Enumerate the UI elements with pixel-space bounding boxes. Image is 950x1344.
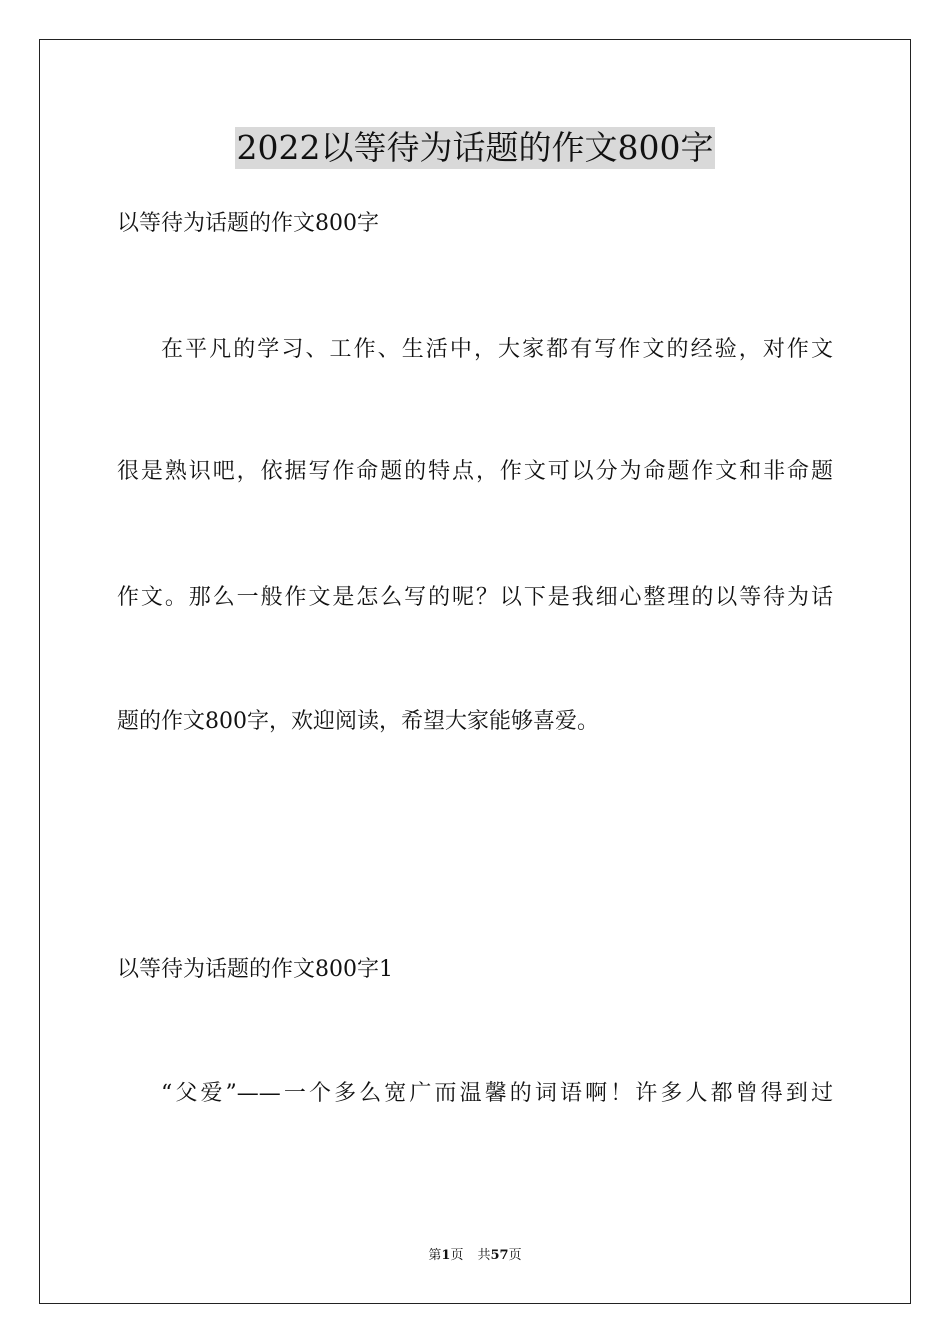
document-title: 2022以等待为话题的作文800字: [236, 128, 714, 167]
section-first-line: “父爱”——一个多么宽广而温馨的词语啊！许多人都曾得到过: [161, 1081, 833, 1106]
total-pages: 57: [490, 1248, 509, 1263]
document-subtitle: 以等待为话题的作文800字: [117, 211, 379, 236]
page-suffix: 页: [450, 1248, 464, 1263]
total-prefix: 共: [477, 1248, 491, 1263]
total-suffix: 页: [508, 1248, 522, 1263]
page-footer: [0, 1247, 950, 1265]
page-prefix: 第: [428, 1248, 442, 1263]
intro-line-4: 题的作文800字，欢迎阅读，希望大家能够喜爱。: [117, 709, 599, 734]
intro-line-3: 作文。那么一般作文是怎么写的呢？以下是我细心整理的以等待为话: [117, 585, 833, 610]
title-container: [0, 127, 950, 169]
page-number: 1: [441, 1248, 451, 1263]
section-heading: 以等待为话题的作文800字1: [117, 957, 393, 982]
intro-line-2: 很是熟识吧，依据写作命题的特点，作文可以分为命题作文和非命题: [117, 459, 833, 484]
intro-line-1: 在平凡的学习、工作、生活中，大家都有写作文的经验，对作文: [161, 337, 833, 362]
